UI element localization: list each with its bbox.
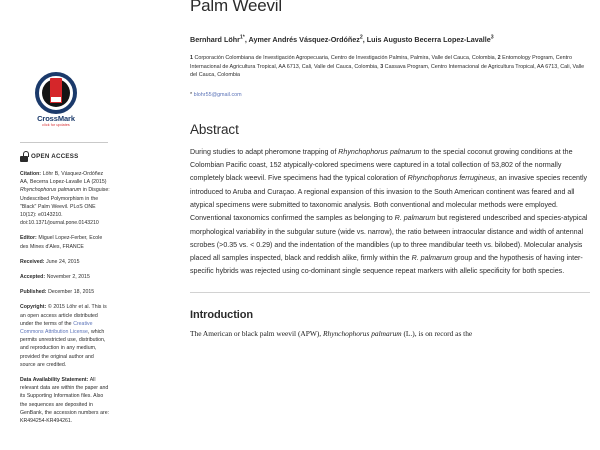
- email-address: blohr55@gmail.com: [193, 91, 242, 98]
- crossmark-icon: [35, 72, 77, 114]
- crossmark-wordmark: CrossMark: [37, 114, 75, 123]
- introduction-text: The American or black palm weevil (APW), Rhynchophorus palmarum (L.), is on record as the: [190, 328, 473, 338]
- crossmark-book-shape: [50, 78, 62, 103]
- abstract-heading: Abstract: [190, 121, 239, 137]
- data-availability-block: [20, 376, 110, 425]
- corresponding-author-email[interactable]: [190, 91, 590, 100]
- published-label: Published:: [20, 289, 47, 296]
- article-metadata-sidebar: [0, 0, 118, 450]
- open-access-label: OPEN ACCESS: [31, 153, 79, 160]
- editor-block: [20, 234, 110, 250]
- author-list: [190, 34, 590, 45]
- citation-label: Citation:: [20, 171, 42, 177]
- crossmark-badge[interactable]: [28, 72, 84, 128]
- received-label: Received:: [20, 258, 45, 265]
- accepted-date: November 2, 2015: [46, 274, 90, 281]
- received-block: [20, 258, 110, 266]
- crossmark-tagline: click for updates: [42, 123, 70, 127]
- citation-text: Löhr B, Vásquez-Ordóñez AA, Becerra Lopez-Lavalle LA (2015) Rhynchophorus palmarum in Disguise: Undescribed Polymorphism in the "Black" Palm Weevil. PLoS ONE 10(12): e0143210. doi:10.1371/journal.pone.0143210: [20, 171, 110, 227]
- copyright-block: [20, 303, 110, 369]
- introduction-heading: Introduction: [190, 308, 253, 321]
- open-lock-icon: [20, 151, 28, 162]
- article-title: Palm Weevil: [190, 0, 282, 15]
- editor-text: Miguel Lopez-Ferber, Ecole des Mines d'Ales, FRANCE: [20, 235, 103, 250]
- open-access-badge[interactable]: [20, 151, 110, 162]
- published-block: [20, 288, 110, 296]
- article-main-column: [118, 0, 600, 450]
- citation-block: [20, 170, 110, 227]
- abstract-divider: [190, 292, 590, 293]
- accepted-label: Accepted:: [20, 274, 46, 281]
- copyright-text-after: , which permits unrestricted use, distribution, and reproduction in any medium, provided the original author and source are credited.: [20, 329, 106, 368]
- accepted-block: [20, 273, 110, 281]
- corresponding-star: *: [190, 91, 193, 98]
- abstract-text: During studies to adapt pheromone trapping of Rhynchophorus palmarum to the special coconut growing conditions at the Colombian Pacific coast, 152 atypically-colored specimens were captured in a total collection of 53,802 of the normally completely black weevil. Five specimens had the typical coloration of Rhynchophorus ferrugineus, an invasive species recently introduced to Aruba and Curaçao. A regional expansion of this invasion to the South American continent was feared and all atypical specimens were submitted to taxonomic analysis. Both conventional and molecular methods were employed. Conventional taxonomics confirmed the samples as belonging to R. palmarum but registered undescribed and species-atypical morphological variability in the subgular suture (wide vs. narrow), the ratio between intraocular distance and width of antennal scrobes (>0.35 vs. < 0.29) and the indentation of the mandibles (up to three mandibular teeth vs. bilobed). Molecular analysis placed all samples inspected, black and reddish alike, firmly within the R. palmarum group and the hypothesis of having inter-specific hybrids was rejected using co-dominant single sequence repeat markers with allelic specificity for both species.: [190, 147, 588, 276]
- author-names: Bernhard Löhr$^{1*}$, Aymer Andrés Vásquez-Ordóñez$^2$, Luis Augusto Becerra Lopez-Lavalle$^3$: [190, 34, 494, 44]
- data-availability-label: Data Availability Statement:: [20, 377, 89, 384]
- author-affiliations: 1 Corporación Colombiana de Investigación Agropecuaria, Centro de Investigación Palmira, Palmira, Valle del Cauca, Colombia, 2 Entomology Program, Centro Internacional de Agricultura Tropical, AA 6713, Cali, Valle del Cauca, Colombia, 3 Cassava Program, Centro Internacional de Agricultura Tropical, AA 6713, Cali, Valle del Cauca, Colombia: [190, 55, 585, 79]
- sidebar-divider: [20, 142, 108, 143]
- data-availability-text: All relevant data are within the paper and its Supporting Information files. Also the sequences are deposited in GenBank, the accession numbers are: KR494254-KR494261.: [20, 377, 110, 425]
- creative-commons-license-link[interactable]: Creative Commons Attribution License: [20, 320, 93, 336]
- editor-label: Editor:: [20, 235, 37, 242]
- received-date: June 24, 2015: [46, 258, 80, 265]
- copyright-text-before: © 2015 Löhr et al. This is an open access article distributed under the terms of the: [20, 304, 107, 327]
- copyright-label: Copyright:: [20, 304, 47, 311]
- published-date: December 18, 2015: [48, 289, 95, 296]
